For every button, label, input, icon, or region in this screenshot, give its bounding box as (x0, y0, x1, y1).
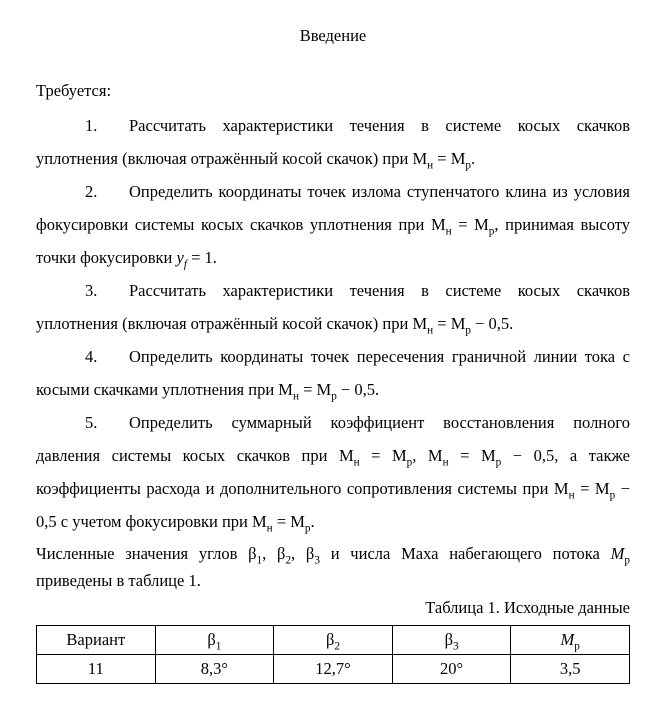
header-cell-beta1: $\beta_1$ (155, 626, 274, 655)
cell-beta2: 12,7° (274, 655, 393, 684)
item-text: Рассчитать характеристики течения в системе косых скачков уплотнения (включая отражённый косой скачок) при $М_н = М_р - 0,5$. (36, 281, 630, 337)
item-number: 1. (85, 116, 98, 135)
list-item-4 (36, 340, 630, 406)
cell-beta1: 8,3° (155, 655, 274, 684)
item-number: 3. (85, 281, 98, 300)
item-text: Определить координаты точек пересечения граничной линии тока с косыми скачками уплотнения при $М_н = М_р - 0,5$. (36, 347, 630, 403)
table-caption: Таблица 1. Исходные данные (425, 598, 630, 617)
header-cell-variant: Вариант (37, 626, 156, 655)
item-number: 4. (85, 347, 98, 366)
table-row (37, 655, 630, 684)
source-data-table (36, 625, 630, 684)
cell-beta3: 20° (392, 655, 511, 684)
document-title: Введение (299, 26, 367, 45)
item-number: 5. (85, 413, 98, 432)
header-cell-mach: $M_р$ (511, 626, 630, 655)
cell-mach: 3,5 (511, 655, 630, 684)
closing-paragraph: Численные значения углов $\beta_1$, $\beta_2$, $\beta_3$ и числа Маха набегающего потока $M_р$ приведены в таблице 1. (36, 544, 630, 590)
header-cell-beta2: $\beta_2$ (274, 626, 393, 655)
list-item-1 (36, 109, 630, 175)
list-item-2 (36, 175, 630, 274)
item-text: Определить суммарный коэффициент восстановления полного давления системы косых скачков при $М_н = М_р$, $М_н = М_р - 0,5$, а также коэффициенты расхода и дополнительного сопротивления системы при $М_н = М_р - 0,5$ с учетом фокусировки при $М_н = М_р$. (36, 413, 631, 535)
list-item-5 (36, 406, 630, 538)
table-header-row (37, 626, 630, 655)
intro-text: Требуется: (36, 81, 112, 100)
header-cell-beta3: $\beta_3$ (392, 626, 511, 655)
cell-variant: 11 (37, 655, 156, 684)
item-number: 2. (85, 182, 98, 201)
list-item-3 (36, 274, 630, 340)
item-text: Рассчитать характеристики течения в системе косых скачков уплотнения (включая отражённый косой скачок) при $М_н = М_р$. (36, 116, 630, 172)
item-text: Определить координаты точек излома ступенчатого клина из условия фокусировки системы косых скачков уплотнения при $М_н = М_р$, принимая высоту точки фокусировки $y_f = 1$. (36, 182, 630, 271)
